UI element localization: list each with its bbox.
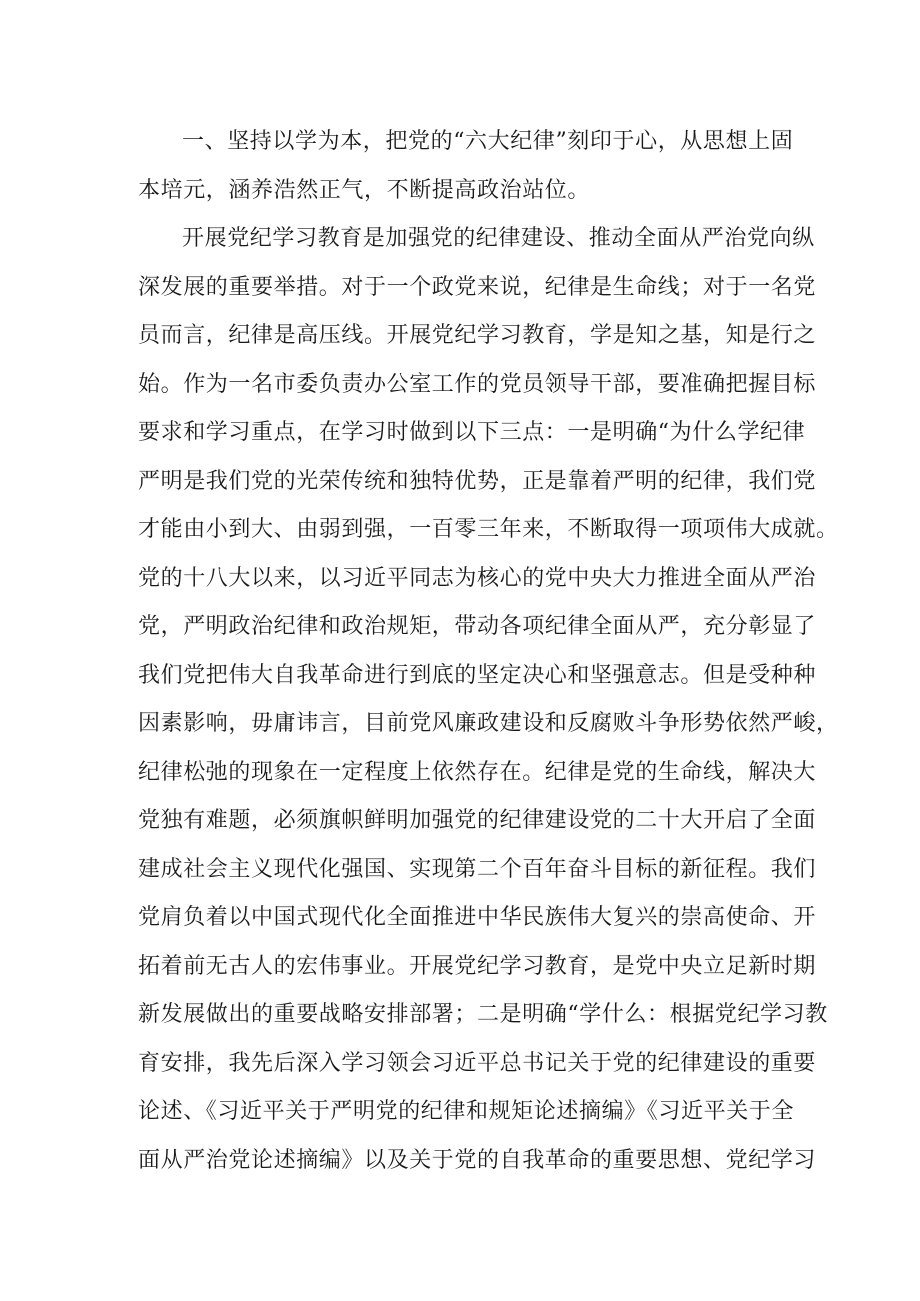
- paragraph-line: 党肩负着以中国式现代化全面推进中华民族伟大复兴的崇高使命、开: [138, 905, 817, 930]
- paragraph-line: 我们党把伟大自我革命进行到底的坚定决心和坚强意志。但是受种种: [138, 662, 817, 688]
- paragraph-line: 面从严治党论述摘编》以及关于党的自我革命的重要思想、党纪学习: [138, 1147, 817, 1173]
- paragraph-line: 纪律松弛的现象在一定程度上依然存在。纪律是党的生命线，解决大: [138, 759, 817, 785]
- paragraph-line: 党的十八大以来，以习近平同志为核心的党中央大力推进全面从严治: [138, 565, 817, 591]
- heading-line: 本培元，涵养浩然正气，不断提高政治站位。: [138, 177, 591, 203]
- paragraph-line: 建成社会主义现代化强国、实现第二个百年奋斗目标的新征程。我们: [138, 856, 817, 882]
- paragraph-line: 拓着前无古人的宏伟事业。开展党纪学习教育，是党中央立足新时期: [138, 953, 817, 979]
- paragraph-line: 要求和学习重点，在学习时做到以下三点：一是明确“为什么学纪律: [138, 420, 806, 445]
- paragraph-line: 员而言，纪律是高压线。开展党纪学习教育，学是知之基，知是行之: [138, 323, 817, 348]
- paragraph-line: 新发展做出的重要战略安排部署；二是明确“学什么：根据党纪学习教: [138, 1002, 828, 1027]
- paragraph-line: 深发展的重要举措。对于一个政党来说，纪律是生命线；对于一名党: [138, 274, 817, 300]
- paragraph-line: 始。作为一名市委负责办公室工作的党员领导干部，要准确把握目标: [138, 371, 817, 397]
- paragraph-line: 严明是我们党的光荣传统和独特优势，正是靠着严明的纪律，我们党: [138, 468, 817, 494]
- document-body: [138, 118, 839, 1185]
- paragraph-line: 论述、《习近平关于严明党的纪律和规矩论述摘编》《习近平关于全: [138, 1099, 795, 1124]
- paragraph-line: 党，严明政治纪律和政治规矩，带动各项纪律全面从严，充分彰显了: [138, 614, 817, 639]
- paragraph-line: 开展党纪学习教育是加强党的纪律建设、推动全面从严治党向纵: [182, 226, 815, 251]
- paragraph-line: 党独有难题，必须旗帜鲜明加强党的纪律建设党的二十大开启了全面: [138, 808, 817, 833]
- paragraph-line: 才能由小到大、由弱到强，一百零三年来，不断取得一项项伟大成就。: [138, 517, 839, 542]
- paragraph-line: 育安排，我先后深入学习领会习近平总书记关于党的纪律建设的重要: [138, 1050, 817, 1076]
- paragraph-line: 因素影响，毋庸讳言，目前党风廉政建设和反腐败斗争形势依然严峻，: [138, 711, 839, 736]
- heading-line: 一、坚持以学为本，把党的“六大纪律”刻印于心，从思想上固: [182, 129, 794, 154]
